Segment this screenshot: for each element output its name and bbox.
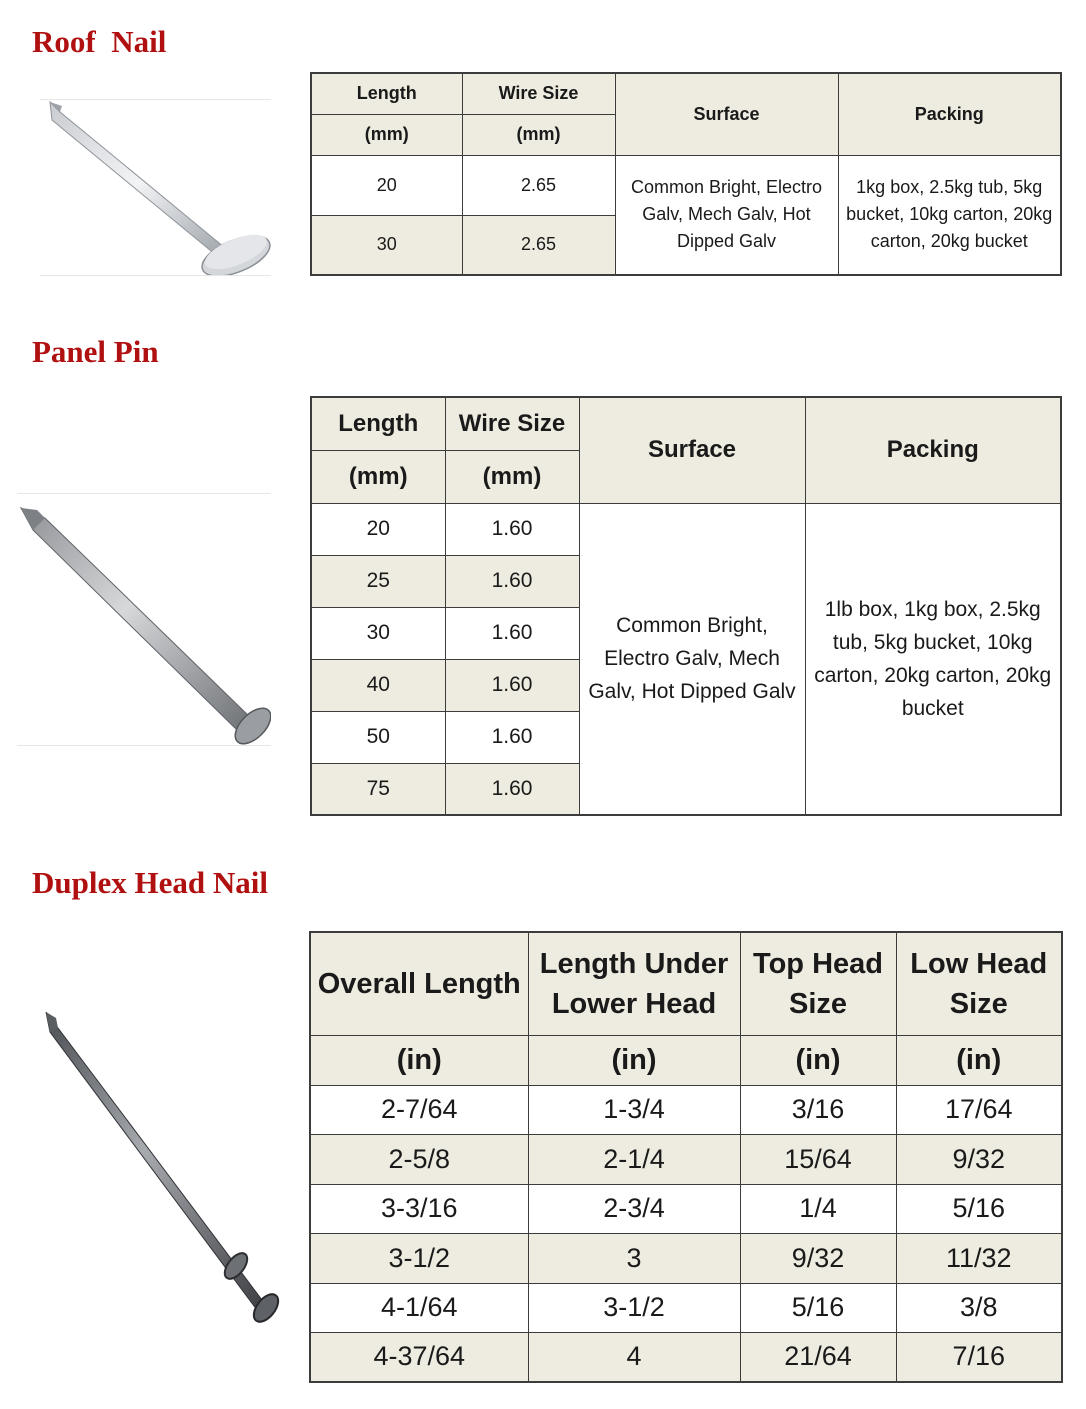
surface-cell: Common Bright, Electro Galv, Mech Galv, Hot Dipped Galv <box>615 155 838 275</box>
header-packing: Packing <box>805 397 1061 503</box>
wire-size-cell: 1.60 <box>445 763 579 815</box>
duplex-head-nail-icon <box>40 1008 285 1326</box>
header-unit: (in) <box>896 1035 1062 1085</box>
length-under-cell: 1-3/4 <box>528 1085 740 1134</box>
header-length-unit: (mm) <box>311 450 445 503</box>
table-row <box>310 1134 1062 1184</box>
header-overall-length: Overall Length <box>310 932 528 1035</box>
low-head-cell: 3/8 <box>896 1283 1062 1332</box>
length-cell: 30 <box>311 215 462 275</box>
wire-size-cell: 2.65 <box>462 155 615 215</box>
header-unit: (in) <box>528 1035 740 1085</box>
header-wire-unit: (mm) <box>462 114 615 155</box>
packing-cell: 1kg box, 2.5kg tub, 5kg bucket, 10kg carton, 20kg carton, 20kg bucket <box>838 155 1061 275</box>
wire-size-cell: 2.65 <box>462 215 615 275</box>
overall-length-cell: 2-7/64 <box>310 1085 528 1134</box>
duplex-head-nail-table <box>309 931 1063 1383</box>
table-row <box>310 1332 1062 1382</box>
roof-nail-table <box>310 72 1062 276</box>
wire-size-cell: 1.60 <box>445 711 579 763</box>
top-head-cell: 15/64 <box>740 1134 896 1184</box>
header-surface: Surface <box>579 397 805 503</box>
roof-nail-photo <box>40 99 271 276</box>
surface-cell: Common Bright, Electro Galv, Mech Galv, Hot Dipped Galv <box>579 503 805 815</box>
overall-length-cell: 4-37/64 <box>310 1332 528 1382</box>
header-wire-size: Wire Size <box>445 397 579 450</box>
length-cell: 50 <box>311 711 445 763</box>
length-cell: 30 <box>311 607 445 659</box>
header-wire-size: Wire Size <box>462 73 615 114</box>
length-cell: 40 <box>311 659 445 711</box>
wire-size-cell: 1.60 <box>445 503 579 555</box>
header-surface: Surface <box>615 73 838 155</box>
length-under-cell: 4 <box>528 1332 740 1382</box>
table-row <box>310 1184 1062 1233</box>
duplex-head-nail-photo <box>40 1008 285 1326</box>
header-unit: (in) <box>740 1035 896 1085</box>
panel-pin-icon <box>17 494 271 745</box>
header-length: Length <box>311 73 462 114</box>
panel-pin-photo <box>17 493 271 746</box>
low-head-cell: 17/64 <box>896 1085 1062 1134</box>
header-unit: (in) <box>310 1035 528 1085</box>
wire-size-cell: 1.60 <box>445 607 579 659</box>
table-row <box>310 1233 1062 1283</box>
overall-length-cell: 3-1/2 <box>310 1233 528 1283</box>
roof-nail-icon <box>40 100 271 275</box>
packing-cell: 1lb box, 1kg box, 2.5kg tub, 5kg bucket, 10kg carton, 20kg carton, 20kg bucket <box>805 503 1061 815</box>
overall-length-cell: 3-3/16 <box>310 1184 528 1233</box>
overall-length-cell: 2-5/8 <box>310 1134 528 1184</box>
top-head-cell: 1/4 <box>740 1184 896 1233</box>
low-head-cell: 7/16 <box>896 1332 1062 1382</box>
wire-size-cell: 1.60 <box>445 555 579 607</box>
header-length-unit: (mm) <box>311 114 462 155</box>
wire-size-cell: 1.60 <box>445 659 579 711</box>
length-cell: 75 <box>311 763 445 815</box>
duplex-head-nail-title: Duplex Head Nail <box>32 865 268 900</box>
header-length-under-lower-head: Length Under Lower Head <box>528 932 740 1035</box>
top-head-cell: 3/16 <box>740 1085 896 1134</box>
length-cell: 20 <box>311 503 445 555</box>
overall-length-cell: 4-1/64 <box>310 1283 528 1332</box>
panel-pin-title: Panel Pin <box>32 334 159 369</box>
top-head-cell: 5/16 <box>740 1283 896 1332</box>
length-under-cell: 3 <box>528 1233 740 1283</box>
header-length: Length <box>311 397 445 450</box>
header-packing: Packing <box>838 73 1061 155</box>
length-cell: 20 <box>311 155 462 215</box>
table-row <box>310 1283 1062 1332</box>
header-top-head-size: Top Head Size <box>740 932 896 1035</box>
length-under-cell: 2-3/4 <box>528 1184 740 1233</box>
length-under-cell: 3-1/2 <box>528 1283 740 1332</box>
header-wire-unit: (mm) <box>445 450 579 503</box>
low-head-cell: 9/32 <box>896 1134 1062 1184</box>
top-head-cell: 9/32 <box>740 1233 896 1283</box>
low-head-cell: 5/16 <box>896 1184 1062 1233</box>
header-low-head-size: Low Head Size <box>896 932 1062 1035</box>
table-row <box>311 155 1061 215</box>
table-row <box>310 1085 1062 1134</box>
roof-nail-title: Roof Nail <box>32 24 167 59</box>
length-under-cell: 2-1/4 <box>528 1134 740 1184</box>
panel-pin-table <box>310 396 1062 816</box>
table-row <box>311 503 1061 555</box>
low-head-cell: 11/32 <box>896 1233 1062 1283</box>
top-head-cell: 21/64 <box>740 1332 896 1382</box>
length-cell: 25 <box>311 555 445 607</box>
